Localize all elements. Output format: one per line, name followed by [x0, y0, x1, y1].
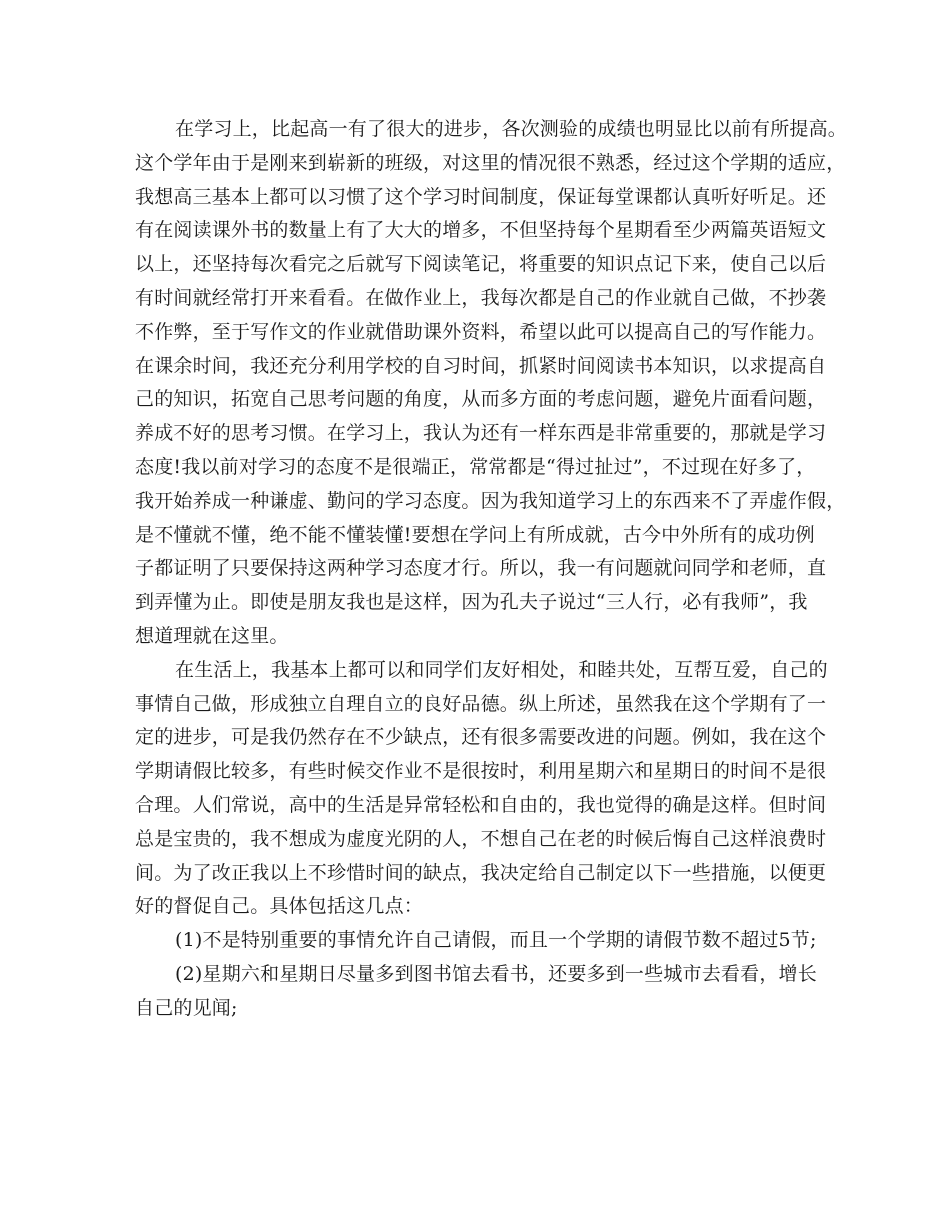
text-line: 在学习上，比起高一有了很大的进步，各次测验的成绩也明显比以前有所提高。 [175, 118, 848, 140]
text-line: 己的知识，拓宽自己思考问题的角度，从而多方面的考虑问题，避免片面看问题， [135, 388, 827, 411]
text-line: 有时间就经常打开来看看。在做作业上，我每次都是自己的作业就自己做，不抄袭 [135, 286, 827, 309]
text-line: (2)星期六和星期日尽量多到图书馆去看书，还要多到一些城市去看看，增长 [175, 962, 817, 985]
text-line: 是不懂就不懂，绝不能不懂装懂!要想在学问上有所成就，古今中外所有的成功例 [135, 523, 815, 546]
text-line: 不作弊，至于写作文的作业就借助课外资料，希望以此可以提高自己的写作能力。 [135, 320, 827, 343]
text-line: 总是宝贵的，我不想成为虚度光阴的人，不想自己在老的时候后悔自己这样浪费时 [135, 827, 827, 850]
text-line: 以上，还坚持每次看完之后就写下阅读笔记，将重要的知识点记下来，使自己以后 [135, 253, 827, 276]
text-line: 态度!我以前对学习的态度不是很端正，常常都是“得过扯过”，不过现在好多了， [135, 455, 816, 478]
text-line: 有在阅读课外书的数量上有了大大的增多，不但坚持每个星期看至少两篇英语短文 [135, 219, 827, 242]
text-line: 到弄懂为止。即使是朋友我也是这样，因为孔夫子说过“三人行，必有我师”，我 [135, 591, 808, 614]
document-body [135, 113, 848, 1026]
text-line: 定的进步，可是我仍然存在不少缺点，还有很多需要改进的问题。例如，我在这个 [135, 726, 827, 749]
text-line: 想道理就在这里。 [135, 624, 289, 647]
text-line: 间。为了改正我以上不珍惜时间的缺点，我决定给自己制定以下一些措施，以便更 [135, 861, 827, 884]
text-line: 我想高三基本上都可以习惯了这个学习时间制度，保证每堂课都认真听好听足。还 [135, 185, 827, 208]
text-line: 在生活上，我基本上都可以和同学们友好相处，和睦共处，互帮互爱，自己的 [175, 658, 828, 681]
text-line: 自己的见闻; [135, 996, 238, 1019]
text-line: 养成不好的思考习惯。在学习上，我认为还有一样东西是非常重要的，那就是学习 [135, 422, 827, 445]
text-line: 好的督促自己。具体包括这几点： [135, 895, 424, 918]
text-line: 子都证明了只要保持这两种学习态度才行。所以，我一有问题就问同学和老师，直 [135, 557, 827, 580]
text-line: 在课余时间，我还充分利用学校的自习时间，抓紧时间阅读书本知识，以求提高自 [135, 354, 827, 377]
text-line: 合理。人们常说，高中的生活是异常轻松和自由的，我也觉得的确是这样。但时间 [135, 793, 827, 816]
text-line: 学期请假比较多，有些时候交作业不是很按时，利用星期六和星期日的时间不是很 [135, 760, 827, 783]
text-line: (1)不是特别重要的事情允许自己请假，而且一个学期的请假节数不超过5节; [175, 929, 817, 952]
text-line: 这个学年由于是刚来到崭新的班级，对这里的情况很不熟悉，经过这个学期的适应， [135, 151, 846, 174]
text-line: 我开始养成一种谦虚、勤问的学习态度。因为我知道学习上的东西来不了弄虚作假， [135, 489, 846, 512]
text-line: 事情自己做，形成独立自理自立的良好品德。纵上所述，虽然我在这个学期有了一 [135, 692, 827, 715]
